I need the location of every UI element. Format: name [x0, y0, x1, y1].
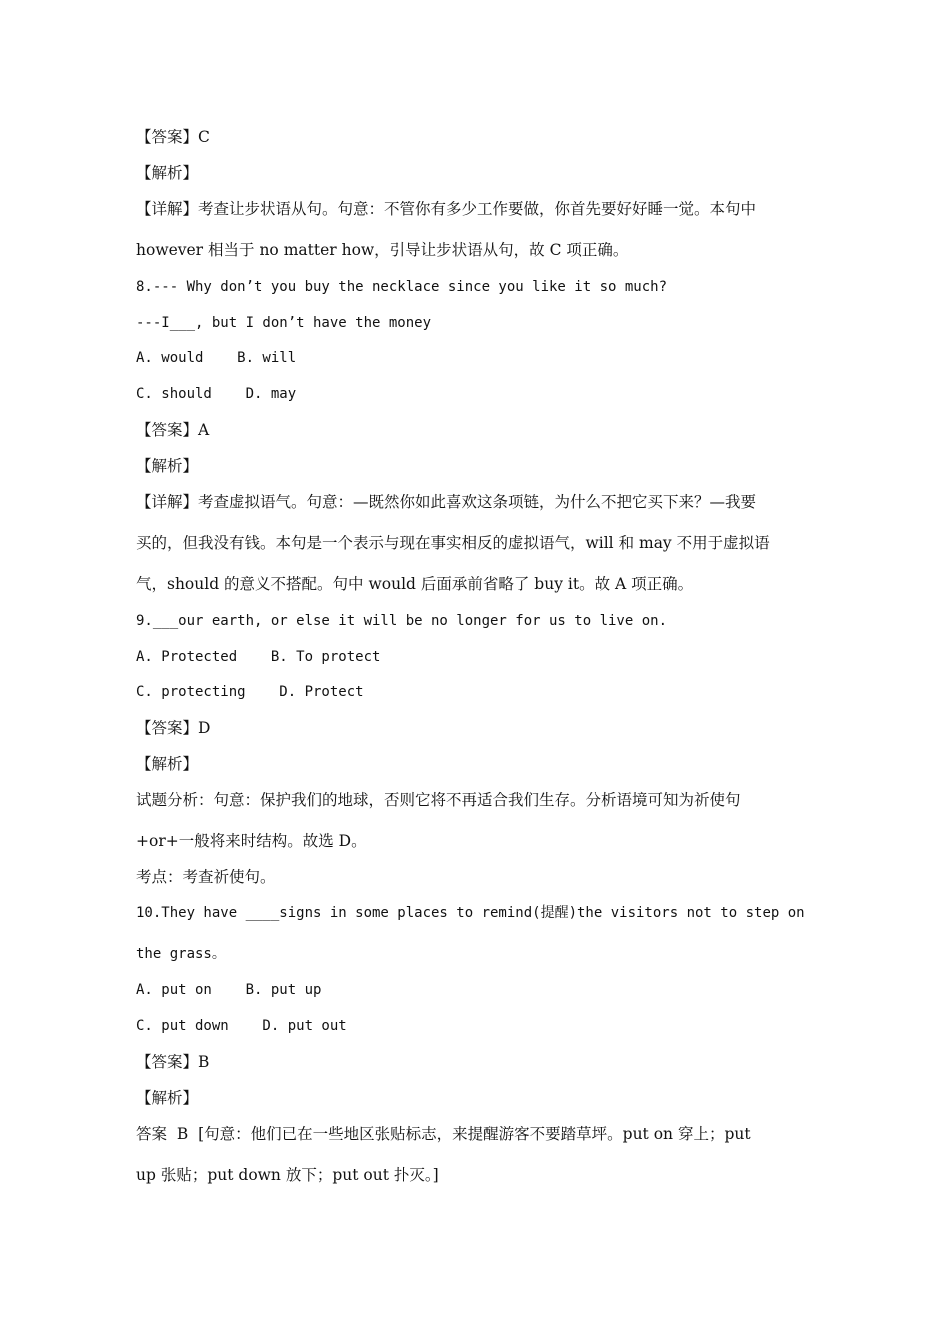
question-8-options-ab: A. would B. will	[136, 350, 297, 366]
question-8-options-cd: C. should D. may	[136, 386, 297, 402]
analysis-label-7: 【解析】	[136, 164, 199, 182]
explanation-7-line-2: however 相当于 no matter how，引导让步状语从句，故 C 项正确。	[136, 241, 629, 259]
question-8-line-1: 8.--- Why don’t you buy the necklace since you like it so much?	[136, 279, 668, 295]
explanation-10-line-2: up 张贴；put down 放下；put out 扑灭。]	[136, 1166, 439, 1184]
explanation-7-line-1: 【详解】考查让步状语从句。句意：不管你有多少工作要做，你首先要好好睡一觉。本句中	[136, 200, 757, 218]
answer-label-8: 【答案】A	[136, 421, 210, 439]
explanation-8-line-2: 买的，但我没有钱。本句是一个表示与现在事实相反的虚拟语气，will 和 may 不用于虚拟语	[136, 534, 770, 552]
explanation-8-line-3: 气，should 的意义不搭配。句中 would 后面承前省略了 buy it。故 A 项正确。	[136, 575, 694, 593]
question-10-line-2: the grass。	[136, 946, 226, 962]
question-10-line-1: 10.They have ____signs in some places to remind(提醒)the visitors not to step on	[136, 905, 805, 921]
question-9-line-1: 9.___our earth, or else it will be no longer for us to live on.	[136, 613, 668, 629]
analysis-label-9: 【解析】	[136, 755, 199, 773]
question-9-options-cd: C. protecting D. Protect	[136, 684, 364, 700]
question-10-options-ab: A. put on B. put up	[136, 982, 322, 998]
question-9-options-ab: A. Protected B. To protect	[136, 649, 381, 665]
explanation-9-line-1: 试题分析：句意：保护我们的地球，否则它将不再适合我们生存。分析语境可知为祈使句	[136, 791, 741, 809]
analysis-label-8: 【解析】	[136, 457, 199, 475]
explanation-9-point: 考点：考查祈使句。	[136, 868, 276, 886]
answer-label-10: 【答案】B	[136, 1053, 210, 1071]
answer-label-9: 【答案】D	[136, 719, 211, 737]
question-8-line-2: ---I___, but I don’t have the money	[136, 315, 432, 331]
explanation-10-line-1: 答案 B [句意：他们已在一些地区张贴标志，来提醒游客不要踏草坪。put on 穿上；put	[136, 1125, 751, 1143]
explanation-9-line-2: +or+一般将来时结构。故选 D。	[136, 832, 367, 850]
analysis-label-10: 【解析】	[136, 1089, 199, 1107]
explanation-8-line-1: 【详解】考查虚拟语气。句意：—既然你如此喜欢这条项链，为什么不把它买下来？—我要	[136, 493, 757, 511]
answer-label-7: 【答案】C	[136, 128, 210, 146]
question-10-options-cd: C. put down D. put out	[136, 1018, 347, 1034]
